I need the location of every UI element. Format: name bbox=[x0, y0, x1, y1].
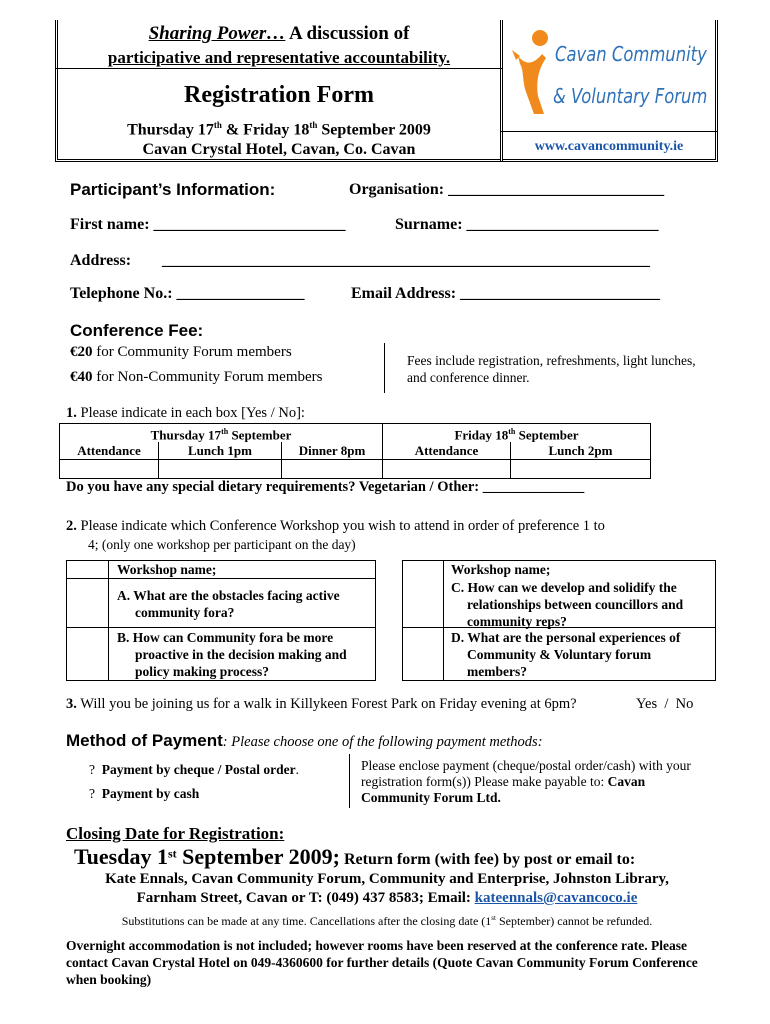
address-field[interactable]: _____________________________________________________________ bbox=[162, 252, 650, 269]
col-thu-dinner: Dinner 8pm bbox=[282, 442, 383, 459]
payment-heading-row bbox=[66, 731, 543, 751]
payment-payee: Cavan Community Forum Ltd. bbox=[361, 774, 646, 805]
return-instructions: Return form (with fee) by post or email to: bbox=[339, 851, 636, 868]
fee-noncommunity-amount: €40 bbox=[70, 369, 93, 385]
col-thu-attendance: Attendance bbox=[60, 442, 159, 459]
friday-header: Friday 18 bbox=[454, 427, 509, 443]
organisation-field[interactable]: Organisation: ___________________________ bbox=[349, 181, 665, 198]
closing-date-sup: st bbox=[167, 846, 177, 861]
event-dates bbox=[55, 120, 503, 139]
workshop-d: D. What are the personal experiences of Community & Voluntary forum members? bbox=[451, 630, 681, 679]
workshop-right-header: Workshop name; bbox=[451, 562, 551, 577]
substitutions-note bbox=[66, 914, 708, 929]
fee-community bbox=[70, 344, 292, 361]
attendance-table bbox=[59, 423, 651, 479]
workshop-b: B. How can Community fora be more proactive in the decision making and policy making process? bbox=[117, 630, 347, 679]
logo-line-2: & Voluntary Forum bbox=[553, 84, 708, 108]
workshop-a: A. What are the obstacles facing active community fora? bbox=[117, 588, 340, 620]
date-friday: & Friday 18 bbox=[221, 121, 310, 139]
col-fri-lunch: Lunch 2pm bbox=[511, 442, 651, 459]
fri-attendance-input[interactable] bbox=[383, 459, 511, 478]
payment-instructions bbox=[361, 758, 691, 806]
closing-date: Tuesday 1 bbox=[74, 844, 168, 869]
contact-address-line2 bbox=[66, 890, 708, 907]
event-title-rest: A discussion of bbox=[289, 23, 410, 44]
closing-heading-text: Closing Date for Registration bbox=[66, 824, 279, 843]
thu-lunch-input[interactable] bbox=[159, 459, 282, 478]
substitutions-tail: September) cannot be refunded. bbox=[495, 914, 653, 928]
person-logo-icon bbox=[508, 26, 552, 116]
contact-email-link[interactable]: kateennals@cavancoco.ie bbox=[474, 890, 638, 906]
event-venue: Cavan Crystal Hotel, Cavan, Co. Cavan bbox=[142, 141, 416, 158]
logo-line-1: Cavan Community bbox=[555, 42, 707, 66]
payment-option-cash-label: Payment by cash bbox=[101, 786, 200, 801]
address-label: Address: bbox=[70, 252, 132, 269]
thursday-header-sup: th bbox=[221, 427, 229, 436]
walk-question-num: 3. bbox=[66, 696, 77, 712]
workshop-question bbox=[66, 518, 605, 535]
attendance-question-text: Please indicate in each box [Yes / No]: bbox=[80, 405, 305, 421]
rank-a-input[interactable] bbox=[67, 579, 107, 626]
attendance-question bbox=[66, 405, 305, 422]
dietary-question[interactable]: Do you have any special dietary requirements? Vegetarian / Other: ______________ bbox=[66, 479, 585, 495]
friday-header-sup: th bbox=[508, 427, 516, 436]
payment-option-cheque[interactable]: ? Payment by cheque / Postal order. bbox=[89, 762, 299, 777]
payment-heading: Method of Payment bbox=[66, 731, 223, 750]
date-thursday-sup: th bbox=[213, 120, 222, 130]
thu-attendance-input[interactable] bbox=[60, 459, 159, 478]
contact-address-text: Farnham Street, Cavan or T: (049) 437 8583; Email: bbox=[136, 890, 475, 906]
fee-includes: Fees include registration, refreshments, light lunches, and conference dinner. bbox=[407, 353, 696, 385]
date-friday-sup: th bbox=[309, 120, 318, 130]
fee-noncommunity-text: for Non-Community Forum members bbox=[92, 369, 323, 385]
date-thursday: Thursday 17 bbox=[127, 121, 214, 139]
payment-option-cash[interactable] bbox=[89, 786, 199, 802]
payment-option-cheque-label: Payment by cheque / Postal order bbox=[101, 762, 296, 777]
col-thu-lunch: Lunch 1pm bbox=[159, 442, 282, 459]
walk-question bbox=[66, 696, 577, 713]
friday-header-cell bbox=[383, 424, 651, 443]
fee-noncommunity bbox=[70, 369, 322, 386]
contact-address-line1: Kate Ennals, Cavan Community Forum, Community and Enterprise, Johnston Library, bbox=[105, 871, 669, 887]
rank-b-input[interactable] bbox=[67, 628, 107, 680]
first-name-field[interactable]: First name: ________________________ bbox=[70, 216, 346, 233]
closing-date-tail: September 2009; bbox=[176, 844, 340, 869]
workshop-left-header-rule bbox=[66, 578, 376, 579]
workshop-question-line1: Please indicate which Conference Workshop you wish to attend in order of preference 1 to bbox=[80, 518, 605, 534]
form-title: Registration Form bbox=[184, 82, 374, 108]
accommodation-note: Overnight accommodation is not included; however rooms have been reserved at the conference rate. Please contact Cavan Crystal Hotel on 049-4360600 for further details (Quote Cavan Community Forum Conference when booking) bbox=[66, 938, 698, 987]
fee-community-amount: €20 bbox=[70, 344, 93, 360]
walk-options[interactable]: Yes / No bbox=[636, 696, 694, 712]
participant-heading: Participant’s Information: bbox=[70, 180, 276, 199]
friday-header-tail: September bbox=[515, 427, 579, 443]
email-field[interactable]: Email Address: _________________________ bbox=[351, 285, 661, 302]
surname-field[interactable]: Surname: ________________________ bbox=[395, 216, 659, 233]
thursday-header: Thursday 17 bbox=[150, 427, 222, 443]
workshop-c: C. How can we develop and solidify the relationships between councillors and community reps? bbox=[451, 580, 684, 629]
substitutions-sup: st bbox=[491, 914, 496, 922]
payment-instructions-text: Please enclose payment (cheque/postal order/cash) with your registration form(s)) Please make payable to: bbox=[361, 758, 691, 789]
closing-heading: Closing Date for Registration: bbox=[66, 824, 285, 843]
thursday-header-cell bbox=[60, 424, 383, 443]
workshop-question-line2: 4; (only one workshop per participant on the day) bbox=[88, 537, 356, 552]
header-divider bbox=[55, 68, 503, 69]
closing-date-row bbox=[74, 844, 635, 870]
website-link[interactable]: www.cavancommunity.ie bbox=[534, 139, 684, 154]
rank-c-input[interactable] bbox=[403, 579, 442, 626]
rank-d-input[interactable] bbox=[403, 628, 442, 680]
fee-heading: Conference Fee: bbox=[70, 321, 204, 340]
workshop-left-header: Workshop name; bbox=[117, 562, 217, 577]
substitutions-text: Substitutions can be made at any time. Cancellations after the closing date (1 bbox=[121, 914, 492, 928]
fri-lunch-input[interactable] bbox=[511, 459, 651, 478]
workshop-question-num: 2. bbox=[66, 518, 77, 534]
event-subtitle: participative and representative accountability. bbox=[107, 48, 451, 67]
workshop-left-mid-rule bbox=[66, 627, 376, 628]
walk-question-text: Will you be joining us for a walk in Killykeen Forest Park on Friday evening at 6pm? bbox=[80, 696, 577, 712]
attendance-question-num: 1. bbox=[66, 405, 77, 421]
checkbox-cash-icon[interactable]: ? bbox=[89, 786, 95, 801]
telephone-field[interactable]: Telephone No.: ________________ bbox=[70, 285, 305, 302]
thu-dinner-input[interactable] bbox=[282, 459, 383, 478]
event-title bbox=[55, 23, 503, 45]
payment-divider bbox=[349, 754, 350, 808]
fee-divider bbox=[384, 343, 385, 393]
event-title-italic: Sharing Power… bbox=[148, 23, 286, 44]
workshop-right-rank-divider bbox=[443, 560, 444, 681]
payment-subheading: : Please choose one of the following payment methods: bbox=[222, 734, 543, 750]
thursday-header-tail: September bbox=[228, 427, 292, 443]
date-tail: September 2009 bbox=[317, 121, 431, 139]
checkbox-cheque-icon[interactable]: ? bbox=[89, 762, 95, 777]
logo-divider bbox=[500, 131, 718, 132]
fee-community-text: for Community Forum members bbox=[92, 344, 292, 360]
col-fri-attendance: Attendance bbox=[383, 442, 511, 459]
